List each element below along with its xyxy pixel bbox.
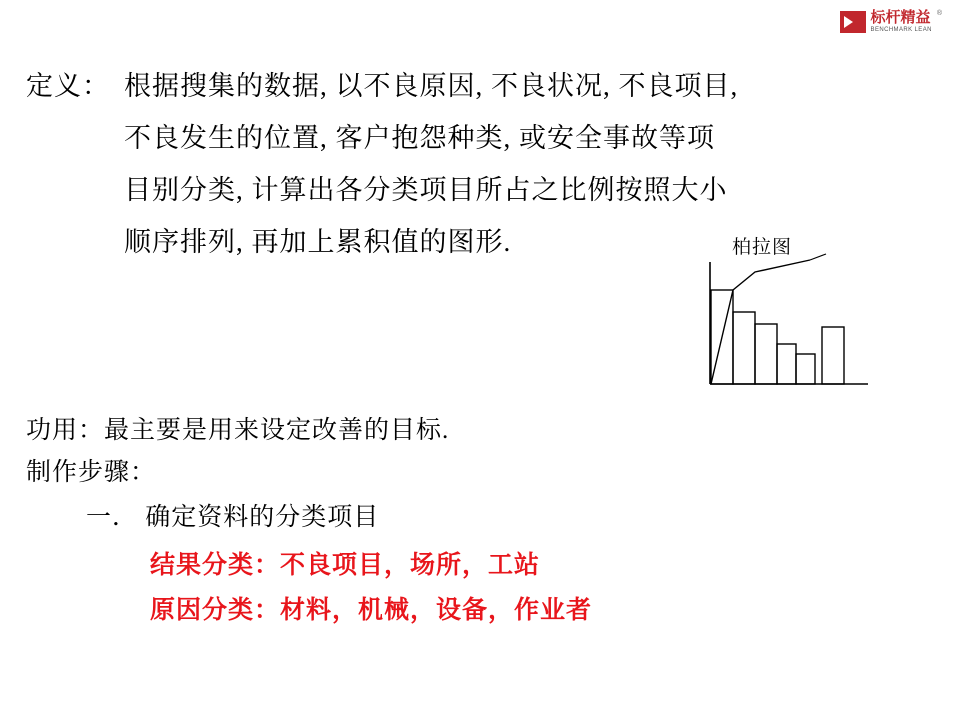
pareto-diagram	[700, 232, 880, 412]
definition-text-2: 不良发生的位置, 客户抱怨种类, 或安全事故等项	[124, 123, 715, 153]
pareto-caption: 柏拉图	[732, 237, 793, 258]
definition-text-1: 根据搜集的数据, 以不良原因, 不良状况, 不良项目,	[124, 71, 739, 101]
logo-name-cn: 标杆精益	[870, 9, 931, 26]
usage-line	[26, 410, 449, 452]
logo-text	[871, 10, 932, 33]
logo-name-en: BENCHMARK LEAN	[870, 27, 932, 33]
usage-label: 功用：	[26, 417, 105, 444]
definition-line-3	[26, 164, 856, 216]
step-sub-item-cause-classification: 原因分类：材料，机械，设备，作业者	[150, 597, 593, 624]
usage-text: 最主要是用来设定改善的目标.	[104, 417, 450, 444]
step-text-1: 确定资料的分类项目	[145, 504, 380, 531]
logo-mark-icon	[840, 11, 866, 33]
definition-text-3: 目别分类, 计算出各分类项目所占之比例按照大小	[124, 175, 728, 205]
step-item-1	[86, 497, 379, 539]
steps-title: 制作步骤：	[26, 459, 157, 486]
definition-line-1	[26, 60, 856, 112]
definition-label: 定义：	[26, 71, 110, 101]
logo-trademark: ®	[936, 10, 942, 17]
definition-line-2	[26, 112, 856, 164]
pareto-sketch-icon	[700, 232, 880, 412]
step-sub-item-result-classification: 结果分类：不良项目，场所，工站	[150, 552, 541, 579]
step-marker-1: 一．	[86, 504, 139, 531]
definition-text-4: 顺序排列, 再加上累积值的图形.	[124, 227, 512, 257]
brand-logo	[840, 10, 942, 33]
